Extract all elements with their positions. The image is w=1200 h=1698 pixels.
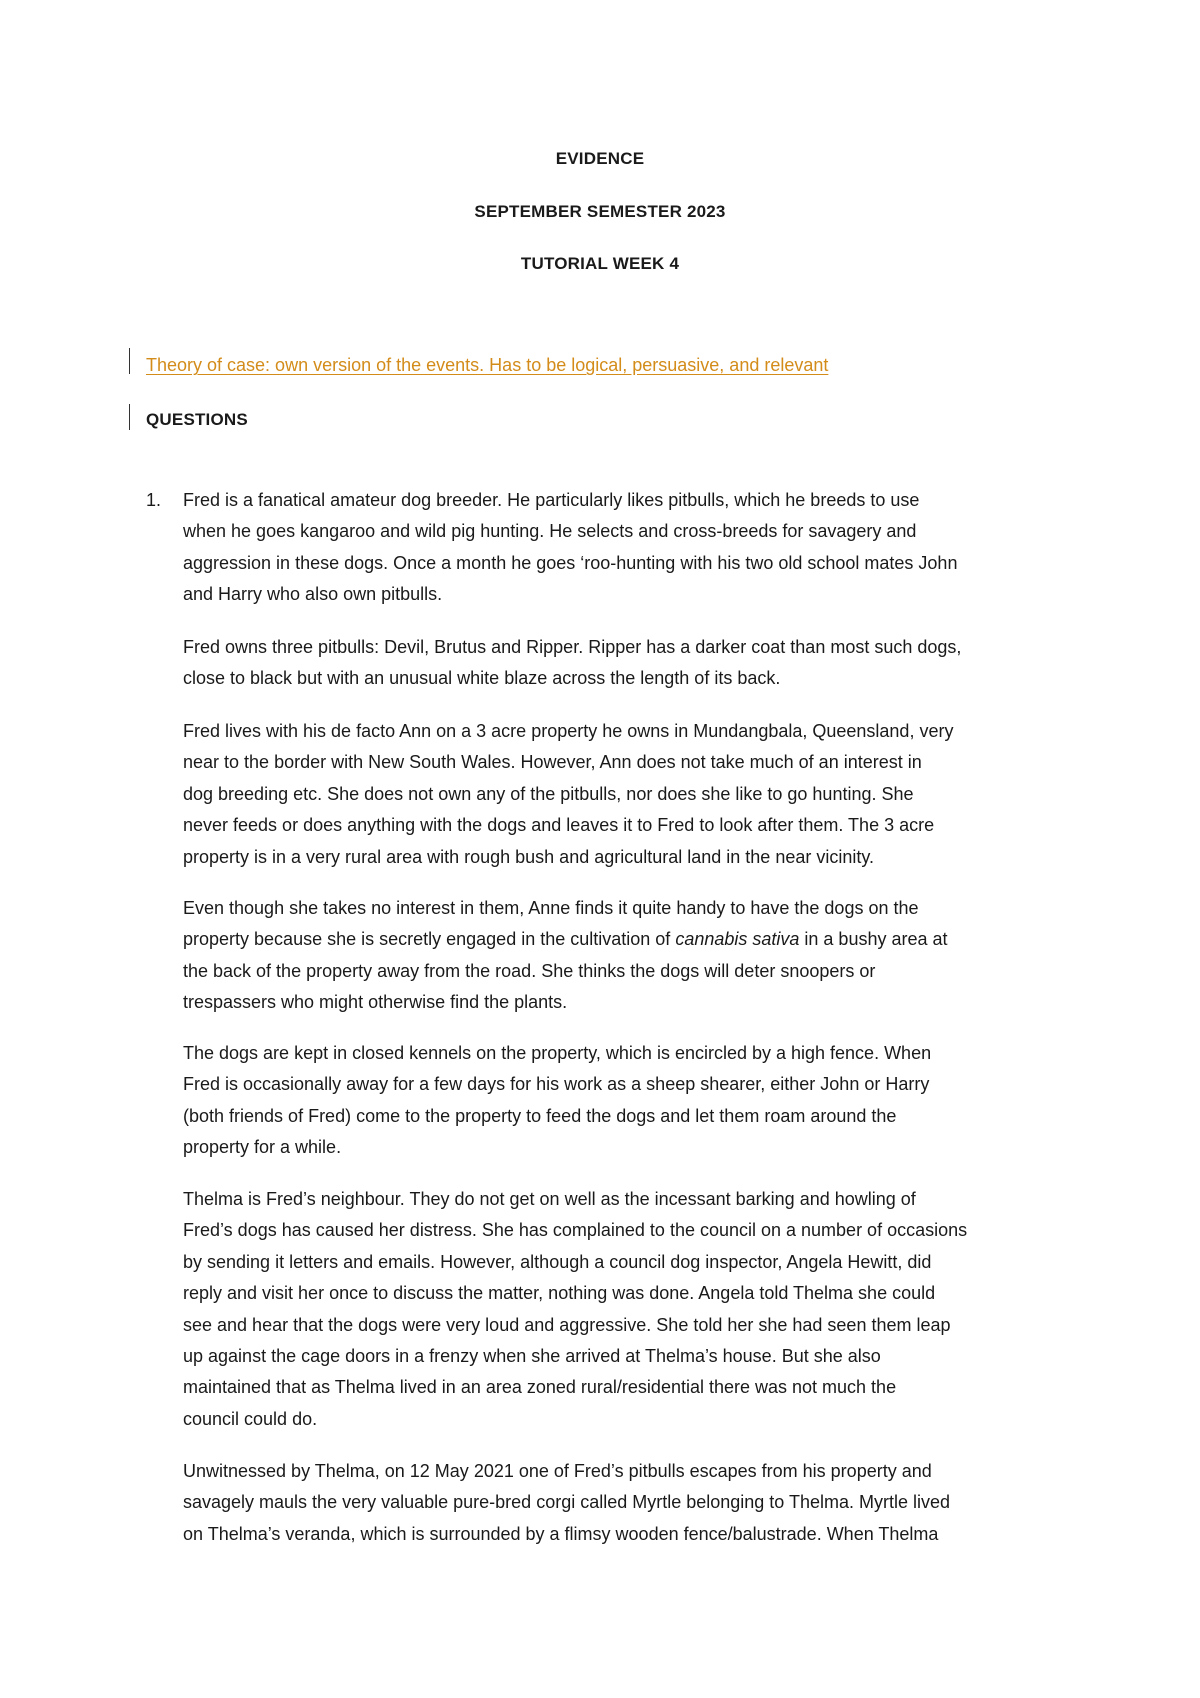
questions-heading: QUESTIONS [146,410,248,429]
question-paragraph [183,716,1063,873]
semester-title: SEPTEMBER SEMESTER 2023 [474,202,726,221]
text-line: council could do. [183,1408,318,1429]
text-line: Fred lives with his de facto Ann on a 3 acre property he owns in Mundangbala, Queensland, very [183,721,954,741]
tutorial-title: TUTORIAL WEEK 4 [520,254,680,273]
question-paragraph [183,485,1063,611]
text-line: savagely mauls the very valuable pure-bred corgi called Myrtle belonging to Thelma. Myrtle lived [183,1492,951,1513]
text-line: trespassers who might otherwise find the plants. [183,992,568,1013]
text-line: on Thelma’s veranda, which is surrounded by a flimsy wooden fence/balustrade. When Thelma [183,1523,939,1544]
text-line: (both friends of Fred) come to the property to feed the dogs and let them roam around the [183,1105,897,1126]
text-line: Fred owns three pitbulls: Devil, Brutus and Ripper. Ripper has a darker coat than most such dogs, [183,637,962,657]
text-line: see and hear that the dogs were very loud and aggressive. She told her she had seen them leap [183,1314,951,1335]
course-title: EVIDENCE [555,149,645,168]
text-line: by sending it letters and emails. However, although a council dog inspector, Angela Hewitt, did [183,1251,932,1272]
change-bar [129,348,130,374]
text-line: never feeds or does anything with the dogs and leaves it to Fred to look after them. The 3 acre [183,815,935,836]
text-line: up against the cage doors in a frenzy when she arrived at Thelma’s house. But she also [183,1346,881,1367]
text-segment: property because she is secretly engaged in the cultivation of [183,929,671,950]
text-line: when he goes kangaroo and wild pig hunting. He selects and cross-breeds for savagery and [183,521,917,542]
text-line: aggression in these dogs. Once a month he goes ‘roo-hunting with his two old school mates John [183,552,958,573]
question-number: 1. [146,490,162,510]
text-line: the back of the property away from the road. She thinks the dogs will deter snoopers or [183,960,876,981]
question-paragraph [183,893,1063,1019]
text-line: property for a while. [183,1137,342,1158]
text-line: Thelma is Fred’s neighbour. They do not get on well as the incessant barking and howling of [183,1189,916,1209]
text-line: maintained that as Thelma lived in an area zoned rural/residential there was not much the [183,1377,897,1398]
text-line: Fred’s dogs has caused her distress. She has complained to the council on a number of occasions [183,1220,968,1241]
text-line: Fred is a fanatical amateur dog breeder. He particularly likes pitbulls, which he breeds to use [183,490,920,510]
text-line: dog breeding etc. She does not own any of the pitbulls, nor does she like to go hunting. She [183,783,914,804]
text-line: and Harry who also own pitbulls. [183,584,443,605]
text-segment: in a bushy area at [804,929,948,950]
question-paragraph [183,632,1063,695]
change-bar [129,404,130,430]
text-line: property is in a very rural area with rough bush and agricultural land in the near vicinity. [183,846,875,867]
theory-of-case-note: Theory of case: own version of the events. Has to be logical, persuasive, and relevant [146,355,829,375]
question-paragraph [183,1038,1063,1164]
text-line: Fred is occasionally away for a few days for his work as a sheep shearer, either John or Harry [183,1074,930,1095]
text-line: reply and visit her once to discuss the matter, nothing was done. Angela told Thelma she could [183,1283,936,1304]
text-line: close to black but with an unusual white blaze across the length of its back. [183,668,781,689]
text-line: near to the border with New South Wales. However, Ann does not take much of an interest in [183,752,922,773]
text-line: Unwitnessed by Thelma, on 12 May 2021 one of Fred’s pitbulls escapes from his property and [183,1461,932,1481]
question-paragraph [183,1456,1063,1550]
text-line: Even though she takes no interest in them, Anne finds it quite handy to have the dogs on the [183,898,919,918]
question-paragraph [183,1184,1063,1435]
italic-term: cannabis sativa [675,929,800,950]
text-line: The dogs are kept in closed kennels on the property, which is encircled by a high fence. When [183,1043,932,1063]
text-line [183,924,1063,955]
